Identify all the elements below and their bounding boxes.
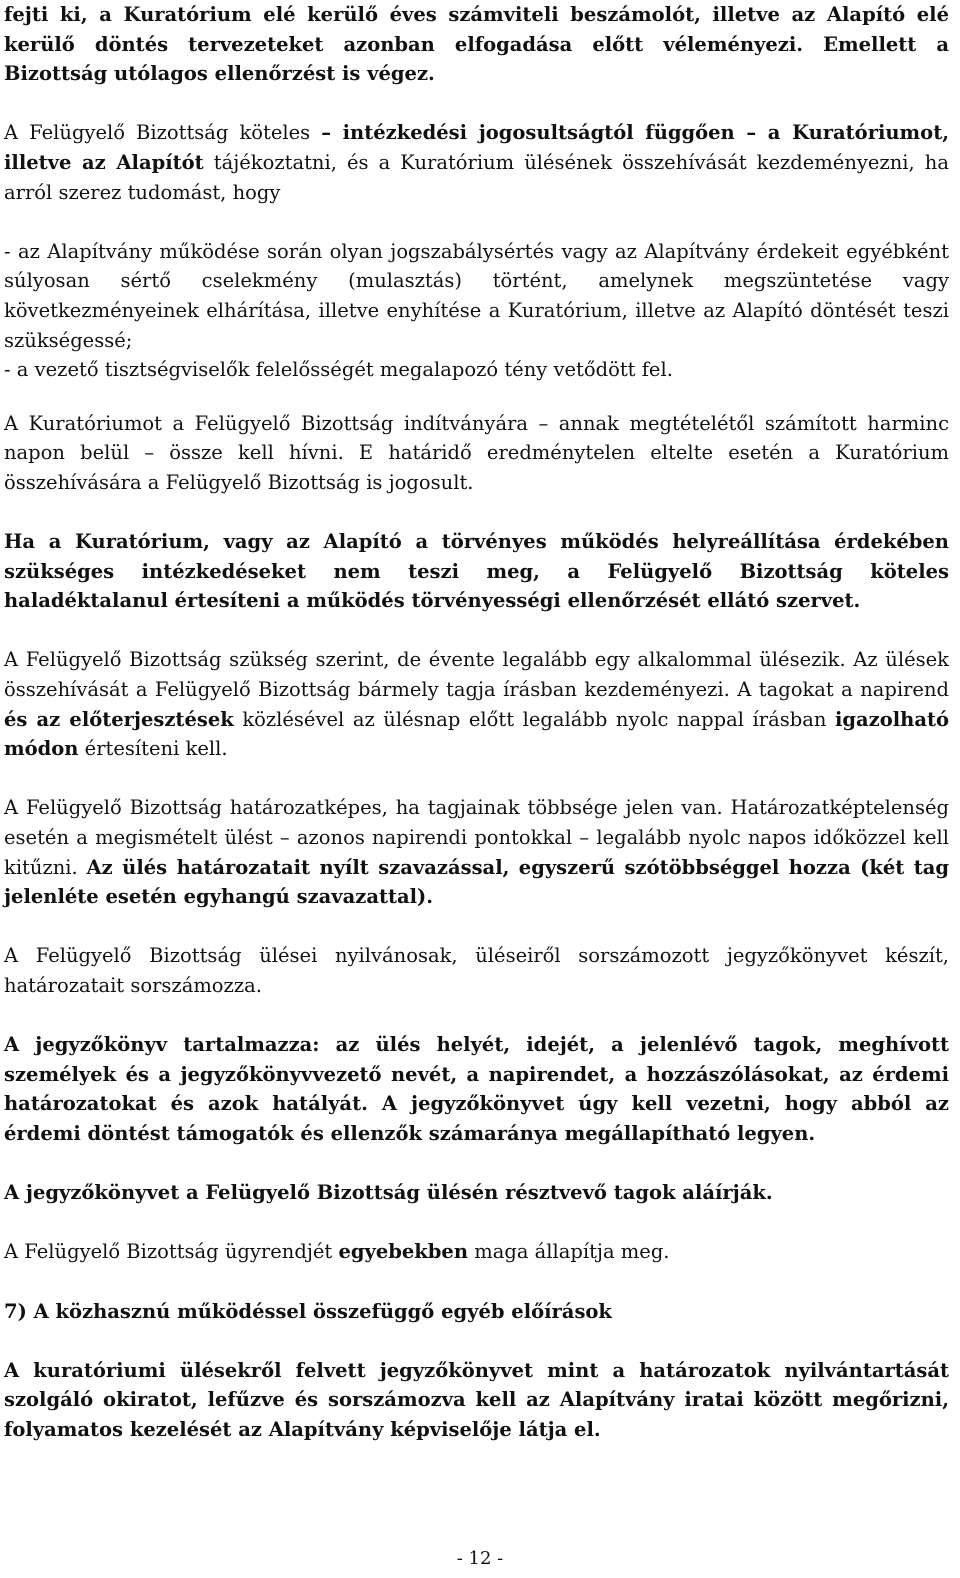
- text-run: A Felügyelő Bizottság köteles: [4, 121, 322, 145]
- text-run: A Felügyelő Bizottság ülései nyilvánosak, üléseiről sorszámozott jegyzőkönyvet készít, határozatait sorszámozza.: [4, 944, 949, 997]
- paragraph-text: A kuratóriumi ülésekről felvett jegyzőkönyvet mint a határozatok nyilvántartását szolgáló okiratot, lefűzve és sorszámozva kell az Alapítvány iratai között megőrizni, folyamatos kezelését az Alapítvány képviselője látja el.: [4, 1358, 949, 1441]
- bold-run: egyebekben: [338, 1240, 469, 1264]
- paragraph-text: A jegyzőkönyv tartalmazza: az ülés helyét, idejét, a jelenlévő tagok, meghívott személyek és a jegyzőkönyvvezető nevét, a napirendet, a hozzászólásokat, az érdemi határozatokat és azok hatályát. A jegyzőkönyvet úgy kell vezetni, hogy abból az érdemi döntést támogatók és ellenzők számaránya megállapítható legyen.: [4, 1033, 949, 1145]
- text-run: - az Alapítvány működése során olyan jogszabálysértés vagy az Alapítvány érdekeit egyébként súlyosan sértő cselekmény (mulasztás) történt, amelynek megszüntetése vagy következményeinek elhárítása, illetve enyhítése a Kuratórium, illetve az Alapító döntését teszi szükségessé;: [4, 239, 949, 352]
- document-page: [4, 0, 949, 1445]
- text-run: tájékoztatni, és a Kuratórium ülésének összehívását kezdeményezni, ha arról szerez tudomást, hogy: [4, 150, 949, 204]
- text-run: értesíteni kell.: [78, 737, 228, 761]
- paragraph-torvenyes-mukodes: [4, 527, 949, 616]
- text-run: - a vezető tisztségviselők felelősségét megalapozó tény vetődött fel.: [4, 358, 673, 382]
- bold-run: Az ülés határozatait nyílt szavazással, egyszerű szótöbbséggel hozza (két tag jelenléte esetén egyhangú szavazattal).: [4, 855, 949, 909]
- paragraph-jegyzokonyv-tartalom: [4, 1030, 949, 1148]
- list-item-felelosseg: [4, 355, 949, 385]
- bold-run: – intézkedési jogosultságtól függően – a Kuratóriumot, illetve az Alapítót: [4, 121, 949, 174]
- bold-run: igazolható módon: [4, 707, 949, 761]
- text-run: A Felügyelő Bizottság szükség szerint, de évente legalább egy alkalommal ülésezik. Az ülések összehívását a Felügyelő Bizottság bármely tagja írásban kezdeményezi. A tagokat a napirend: [4, 648, 949, 702]
- text-run: maga állapítja meg.: [468, 1240, 670, 1264]
- text-run: A Kuratóriumot a Felügyelő Bizottság indítványára – annak megtételétől számított harminc napon belül – össze kell hívni. E határidő eredménytelen eltelte esetén a Kuratórium összehívására a Felügyelő Bizottság is jogosult.: [4, 411, 949, 494]
- page-number: - 12 -: [456, 1548, 504, 1569]
- paragraph-alairas: [4, 1178, 949, 1208]
- paragraph-text: fejti ki, a Kuratórium elé kerülő éves számviteli beszámolót, illetve az Alapító elé kerülő döntés tervezeteket azonban elfogadása előtt véleményezi. Emellett a Bizottság utólagos ellenőrzést is végez.: [4, 3, 949, 86]
- bold-run: és az előterjesztések: [4, 707, 234, 731]
- section-heading-7: [4, 1297, 949, 1327]
- paragraph-text: A jegyzőkönyvet a Felügyelő Bizottság ülésén résztvevő tagok aláírják.: [4, 1181, 773, 1205]
- paragraph-ugyrend: [4, 1237, 949, 1267]
- paragraph-ulesezik: [4, 645, 949, 763]
- paragraph-kuratoriumi-jegyzokonyv: [4, 1356, 949, 1445]
- list-item-jogszabalysertes: [4, 237, 949, 355]
- heading-text: 7) A közhasznú működéssel összefüggő egyéb előírások: [4, 1299, 612, 1323]
- paragraph-kuratorium-beszamolo: [4, 0, 949, 89]
- paragraph-osszehivas: [4, 409, 949, 498]
- paragraph-fb-tajekoztatas: [4, 118, 949, 207]
- text-run: A Felügyelő Bizottság ügyrendjét: [4, 1240, 339, 1264]
- paragraph-text: Ha a Kuratórium, vagy az Alapító a törvényes működés helyreállítása érdekében szükséges intézkedéseket nem teszi meg, a Felügyelő Bizottság köteles haladéktalanul értesíteni a működés törvényességi ellenőrzését ellátó szervet.: [4, 530, 949, 613]
- text-run: közlésével az ülésnap előtt legalább nyolc nappal írásban: [233, 707, 835, 731]
- text-run: A Felügyelő Bizottság határozatképes, ha tagjainak többsége jelen van. Határozatképtelenség esetén a megismételt ülést – azonos napirendi pontokkal – legalább nyolc napos időközzel kell kitűzni.: [4, 796, 949, 879]
- paragraph-hatarozatkepes: [4, 793, 949, 911]
- paragraph-nyilvanos-ulesek: [4, 941, 949, 1000]
